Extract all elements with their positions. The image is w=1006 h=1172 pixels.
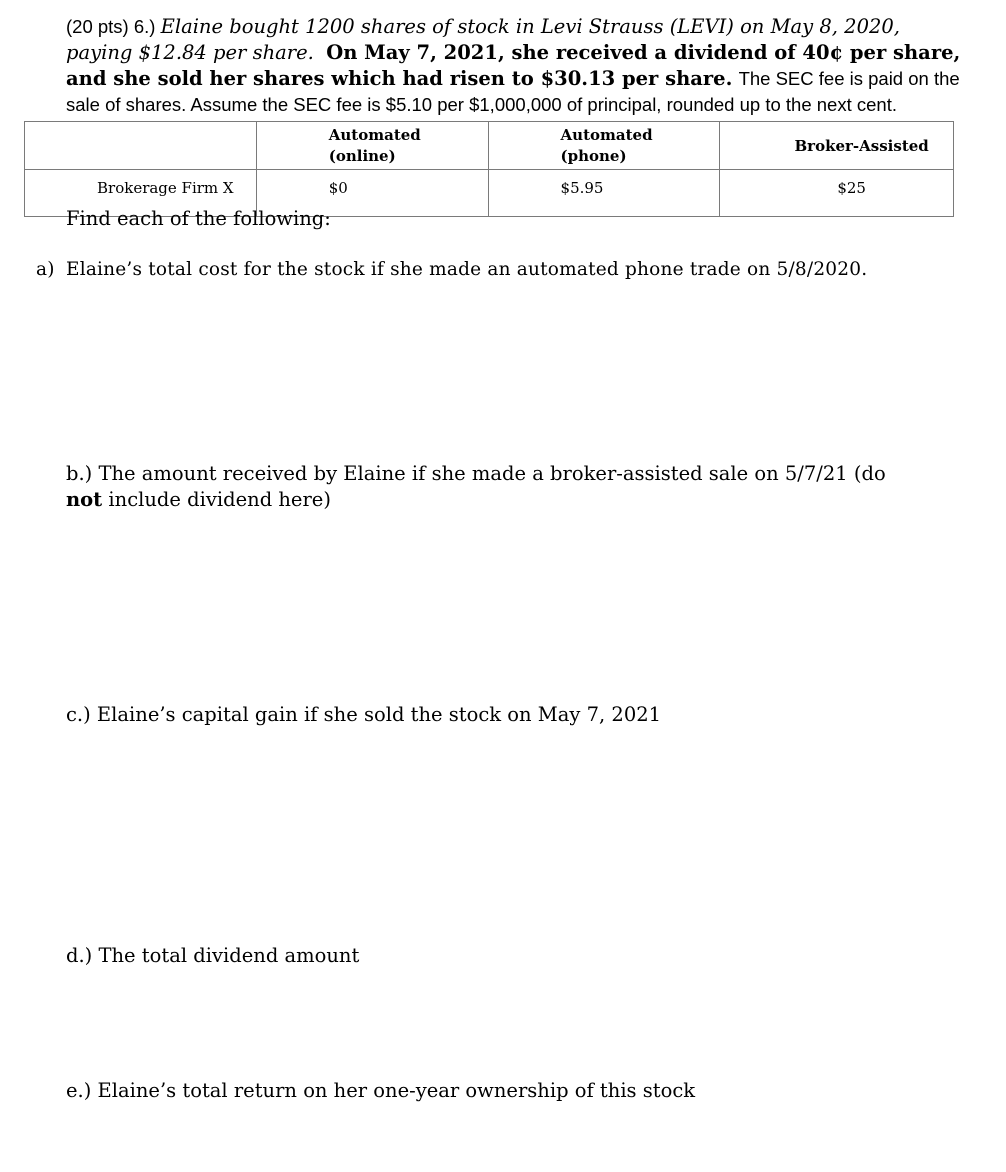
header-phone-line1: Automated — [560, 126, 653, 144]
row-label-firm: Brokerage Firm X — [25, 170, 257, 217]
problem-purchase-text: Elaine bought 1200 shares of stock in Levi Strauss (LEVI) on May 8, 2020, paying $12.84 per share. — [66, 15, 901, 64]
fee-table — [24, 121, 954, 217]
fee-online: $0 — [256, 170, 488, 217]
question-b — [66, 461, 886, 513]
question-c: c.) Elaine’s capital gain if she sold the stock on May 7, 2021 — [66, 703, 662, 726]
question-d: d.) The total dividend amount — [66, 944, 360, 967]
question-b-text-post: include dividend here) — [102, 488, 331, 511]
question-b-bold: not — [66, 488, 103, 511]
question-a-label: a) — [36, 259, 55, 280]
problem-points: (20 pts) 6.) — [66, 16, 161, 37]
question-e: e.) Elaine’s total return on her one-year ownership of this stock — [66, 1079, 696, 1102]
problem-sale-text: On May 7, 2021, she received a dividend of 40¢ per share, and she sold her shares which had risen to $30.13 per share. — [66, 41, 961, 90]
header-phone-line2: (phone) — [560, 147, 627, 165]
fee-broker: $25 — [720, 170, 954, 217]
fee-phone: $5.95 — [488, 170, 720, 217]
fee-table-corner-cell — [25, 122, 257, 170]
fee-table-header-row — [25, 122, 954, 170]
find-label: Find each of the following: — [66, 207, 331, 230]
question-a-text: Elaine’s total cost for the stock if she made an automated phone trade on 5/8/2020. — [66, 259, 868, 280]
header-online-line2: (online) — [328, 147, 396, 165]
question-a — [36, 259, 867, 280]
header-automated-phone — [488, 122, 720, 170]
header-automated-online — [256, 122, 488, 170]
header-online-line1: Automated — [328, 126, 421, 144]
header-broker-assisted: Broker-Assisted — [720, 122, 954, 170]
problem-sec-fee-text: The SEC fee is paid on the sale of shares. Assume the SEC fee is $5.10 per $1,000,000 of principal, rounded up to the next cent. — [66, 68, 960, 115]
question-b-text-pre: b.) The amount received by Elaine if she made a broker-assisted sale on 5/7/21 (do — [66, 462, 886, 485]
problem-statement — [66, 14, 966, 118]
